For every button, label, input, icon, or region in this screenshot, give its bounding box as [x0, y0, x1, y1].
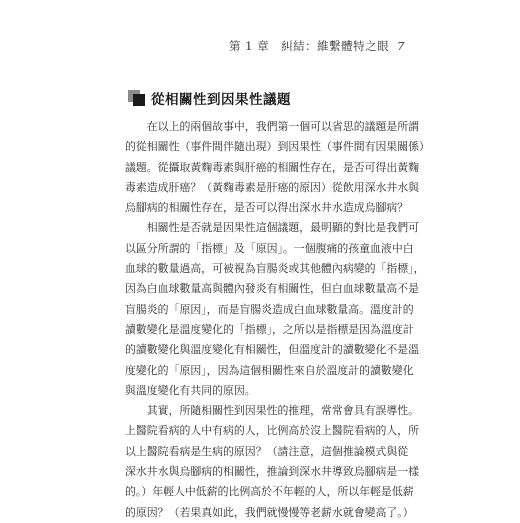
paragraph-2	[125, 218, 425, 401]
text-line: 烏腳病的相關性存在，是否可以得出深水井水造成烏腳病？	[125, 201, 409, 215]
chapter-title: 第 1 章 糾結：維繫體特之眼	[229, 39, 390, 53]
text-line: 在以上的兩個故事中，我們第一個可以省思的議題是所謂	[125, 120, 420, 133]
text-line: 的。）年輕人中低薪的比例高於不年輕的人，所以年輕是低薪	[125, 485, 414, 499]
text-line: 盲腸炎的「原因」，而是盲腸炎造成白血球數量高。溫度計的	[125, 302, 414, 316]
text-line: 的原因？（若果真如此，我們就慢慢等老薪水就會變高了。）	[125, 505, 414, 519]
text-line: 與溫度變化有共同的原因。	[125, 383, 256, 397]
running-header	[229, 38, 405, 54]
section-title: 從相關性到因果性議題	[151, 92, 291, 108]
text-line: 度變化的「原因」，因為這個相關性來自於溫度計的讀數變化	[125, 363, 414, 377]
paragraph-1	[125, 117, 430, 218]
text-line: 血球的數量過高，可被視為盲腸炎或其他體內病變的「指標」，	[125, 262, 425, 276]
page-number: 7	[397, 39, 405, 53]
text-line: 以上醫院看病是生病的原因？（請注意，這個推論模式與從	[125, 444, 409, 458]
text-line: 議題。從攝取黃麴毒素與肝癌的相關性存在，是否可得出黃麴	[125, 160, 420, 174]
stacked-squares-icon	[128, 90, 146, 106]
section-heading	[128, 88, 291, 108]
paragraph-3	[125, 401, 420, 523]
text-line: 讀數變化是溫度變化的「指標」，之所以是指標是因為溫度計	[125, 322, 414, 336]
body-text	[125, 117, 430, 523]
text-line: 深水井水與烏腳病的相關性，推論到深水井導致烏腳病是一樣	[125, 465, 420, 479]
text-line: 以區分所謂的「指標」及「原因」。一個腹痛的孩童血液中白	[125, 241, 414, 255]
text-line: 的讀數變化與溫度變化有相關性，但溫度計的讀數變化不是溫	[125, 343, 420, 357]
text-line: 毒素造成肝癌？（黃麴毒素是肝癌的原因）從飲用深水井水與	[125, 180, 420, 194]
text-line: 的從相關性（事件間伴隨出現）到因果性（事件間有因果關係）	[125, 140, 430, 154]
text-line: 上醫院看病的人中有病的人，比例高於沒上醫院看病的人，所	[125, 424, 420, 438]
text-line: 相關性是否就是因果性這個議題，最明顯的對比是我們可	[125, 221, 420, 235]
text-line: 因為白血球數量高與體內發炎有相關性，但白血球數量高不是	[125, 282, 420, 296]
text-line: 其實，所隨相關性到因果性的推理，常常會具有誤導性。	[125, 404, 420, 418]
